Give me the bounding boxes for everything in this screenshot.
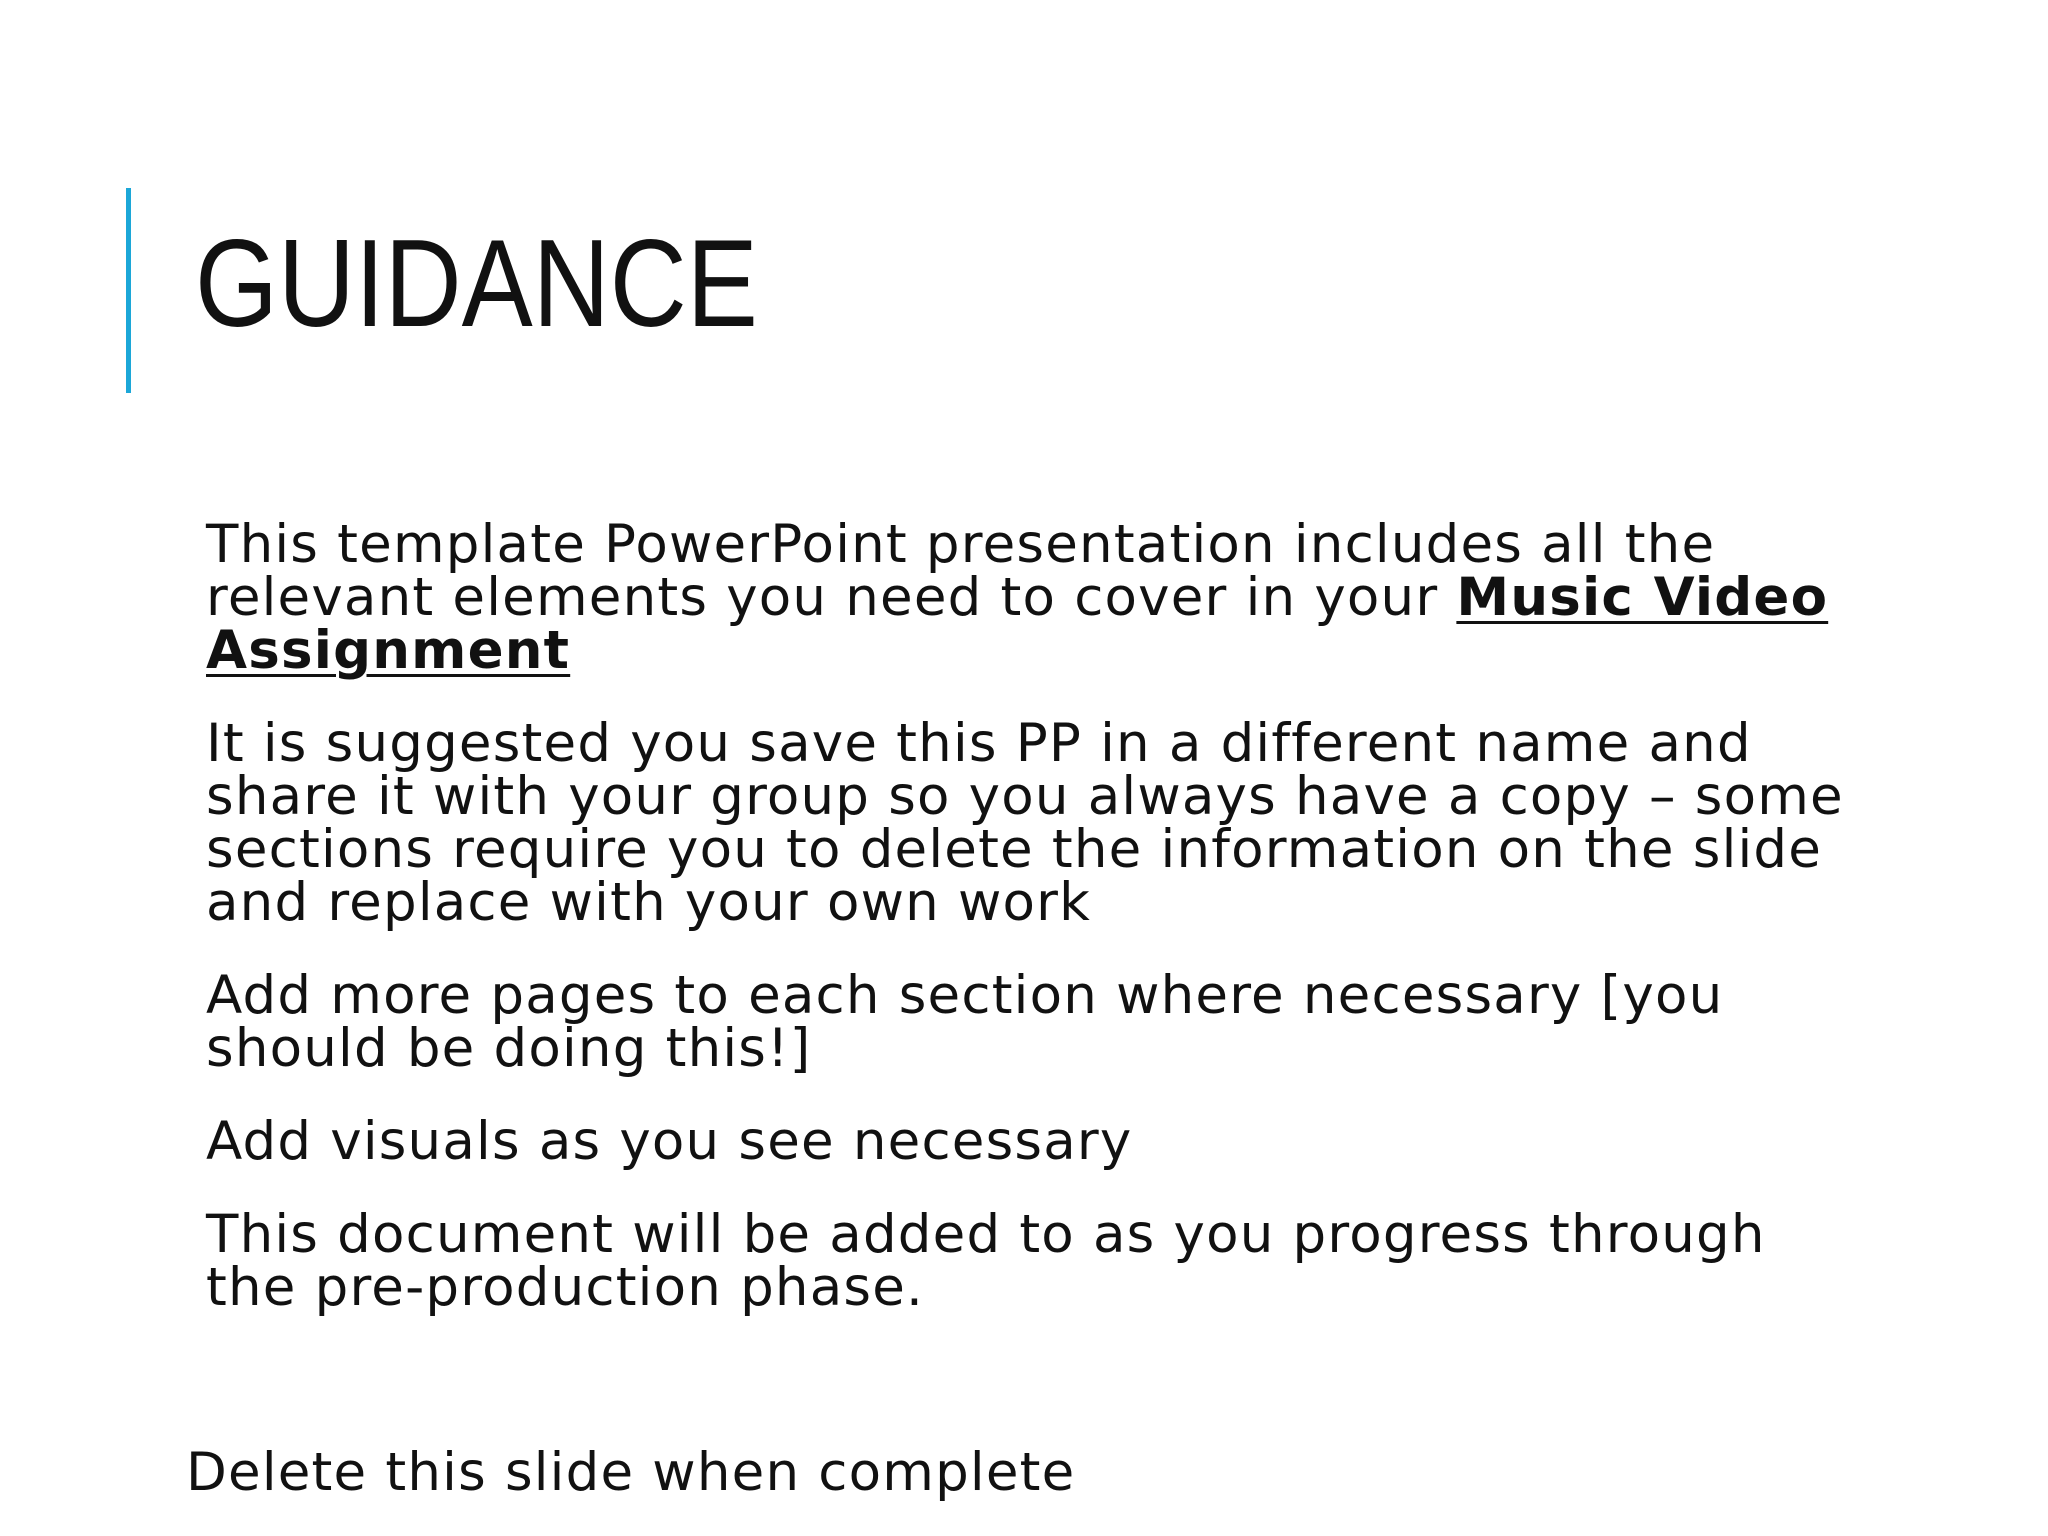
title-accent-bar bbox=[126, 188, 131, 393]
paragraph-document-progress: This document will be added to as you progress through the pre-production phase. bbox=[206, 1204, 1766, 1318]
paragraph-add-visuals: Add visuals as you see necessary bbox=[206, 1111, 1133, 1172]
paragraph-template-intro bbox=[206, 514, 1856, 681]
paragraph-add-pages: Add more pages to each section where necessary [you should be doing this!] bbox=[206, 965, 1724, 1079]
paragraph-save-suggestion: It is suggested you save this PP in a different name and share it with your group so you always have a copy – some sections require you to delete the information on the slide and replace with your own work bbox=[206, 713, 1844, 933]
delete-slide-note: Delete this slide when complete bbox=[186, 1442, 1076, 1503]
slide-title: GUIDANCE bbox=[195, 215, 758, 353]
paragraph-text: This template PowerPoint presentation includes all the relevant elements you need to cover in your bbox=[206, 514, 1716, 628]
slide-body bbox=[206, 514, 1856, 1354]
music-video-assignment-link[interactable]: Music Video Assignment bbox=[206, 567, 1829, 681]
